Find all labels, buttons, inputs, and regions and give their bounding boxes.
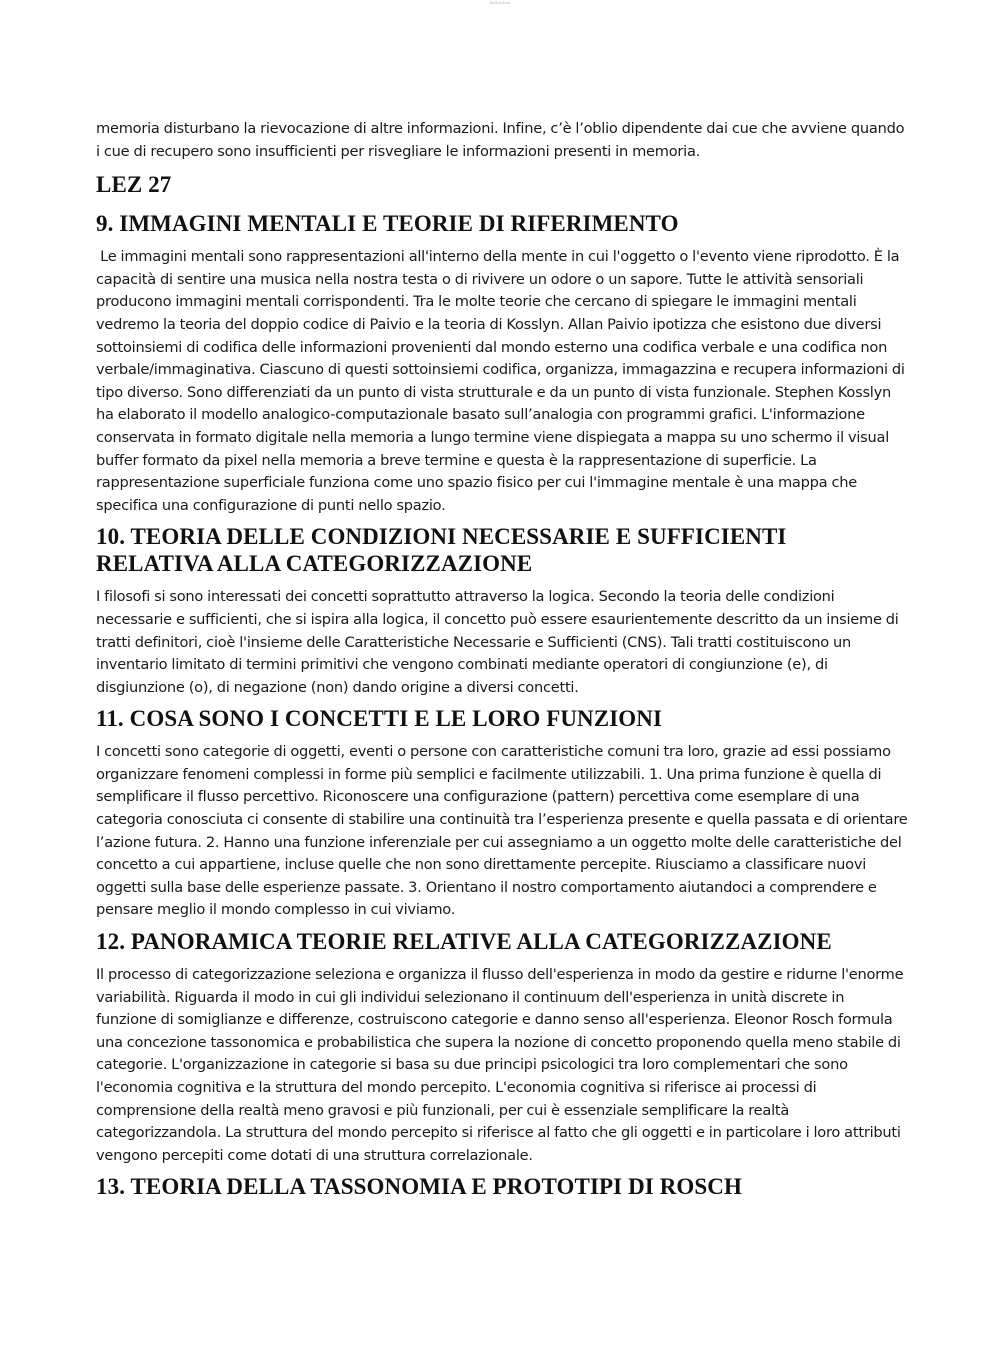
document-content (96, 118, 908, 1209)
section-heading-13: 13. TEORIA DELLA TASSONOMIA E PROTOTIPI DI ROSCH (96, 1174, 742, 1200)
section-heading-11: 11. COSA SONO I CONCETTI E LE LORO FUNZIONI (96, 706, 663, 732)
section-body-9: Le immagini mentali sono rappresentazioni all'interno della mente in cui l'oggetto o l'evento viene riprodotto. È la capacità di sentire una musica nella nostra testa o di rivivere un odore o un sapore. Tutte le attività sensoriali producono immagini mentali corrispondenti. Tra le molte teorie che cercano di spiegare le immagini mentali vedremo la teoria del doppio codice di Paivio e la teoria di Kosslyn. Allan Paivio ipotizza che esistono due diversi sottoinsiemi di codifica delle informazioni provenienti dal mondo esterno una codifica verbale e una codifica non verbale/immaginativa. Ciascuno di questi sottoinsiemi codifica, organizza, immagazzina e recupera informazioni di tipo diverso. Sono differenziati da un punto di vista strutturale e da un punto di vista funzionale. Stephen Kosslyn ha elaborato il modello analogico-computazionale basato sull’analogia con programmi grafici. L'informazione conservata in formato digitale nella memoria a lungo termine viene dispiegata a mappa su uno schermo il visual buffer formato da pixel nella memoria a breve termine e questa è la rappresentazione di superficie. La rappresentazione superficiale funziona come uno spazio fisico per cui l'immagine mentale è una mappa che specifica una configurazione di punti nello spazio. (96, 248, 905, 514)
intro-paragraph: memoria disturbano la rievocazione di altre informazioni. Infine, c’è l’oblio dipendente dai cue che avviene quando i cue di recupero sono insufficienti per risvegliare le informazioni presenti in memoria. (96, 120, 905, 160)
section-heading-10: 10. TEORIA DELLE CONDIZIONI NECESSARIE E SUFFICIENTI RELATIVA ALLA CATEGORIZZAZIONE (96, 524, 787, 577)
section-heading-9: 9. IMMAGINI MENTALI E TEORIE DI RIFERIMENTO (96, 211, 679, 237)
section-body-11: I concetti sono categorie di oggetti, eventi o persone con caratteristiche comuni tra loro, grazie ad essi possiamo organizzare fenomeni complessi in forme più semplici e facilmente utilizzabili. 1. Una prima funzione è quella di semplificare il flusso percettivo. Riconoscere una configurazione (pattern) percettiva come esemplare di una categoria conosciuta ci consente di stabilire una continuità tra l’esperienza presente e quella passata e di orientare l’azione futura. 2. Hanno una funzione inferenziale per cui assegniamo a un oggetto molte delle caratteristiche del concetto a cui appartiene, incluse quelle che non sono direttamente percepite. Riusciamo a classificare nuovi oggetti sulla base delle esperienze passate. 3. Orientano il nostro comportamento aiutandoci a comprendere e pensare meglio il mondo complesso in cui viviamo. (96, 743, 908, 919)
section-body-12: Il processo di categorizzazione seleziona e organizza il flusso dell'esperienza in modo da gestire e ridurne l'enorme variabilità. Riguarda il modo in cui gli individui selezionano il continuum dell'esperienza in unità discrete in funzione di somiglianze e differenze, costruiscono categorie e danno senso all'esperienza. Eleonor Rosch formula una concezione tassonomica e probabilistica che supera la nozione di concetto proponendo quella meno stabile di categorie. L'organizzazione in categorie si basa su due principi psicologici tra loro complementari che sono l'economia cognitiva e la struttura del mondo percepito. L'economia cognitiva si riferisce ai processi di comprensione della realtà meno gravosi e più funzionali, per cui è essenziale semplificare la realtà categorizzandola. La struttura del mondo percepito si riferisce al fatto che gli oggetti e in particolare i loro attributi vengono percepiti come dotati di una struttura correlazionale. (96, 966, 904, 1164)
page-top-mark: Scribd docs (489, 0, 511, 5)
section-body-10: I filosofi si sono interessati dei concetti soprattutto attraverso la logica. Secondo la teoria delle condizioni necessarie e sufficienti, che si ispira alla logica, il concetto può essere esaurientemente descritto da un insieme di tratti definitori, cioè l'insieme delle Caratteristiche Necessarie e Sufficienti (CNS). Tali tratti costituiscono un inventario limitato di termini primitivi che vengono combinati mediante operatori di congiunzione (e), di disgiunzione (o), di negazione (non) dando origine a diversi concetti. (96, 588, 899, 696)
lesson-heading: LEZ 27 (96, 172, 172, 198)
section-heading-12: 12. PANORAMICA TEORIE RELATIVE ALLA CATEGORIZZAZIONE (96, 929, 832, 955)
